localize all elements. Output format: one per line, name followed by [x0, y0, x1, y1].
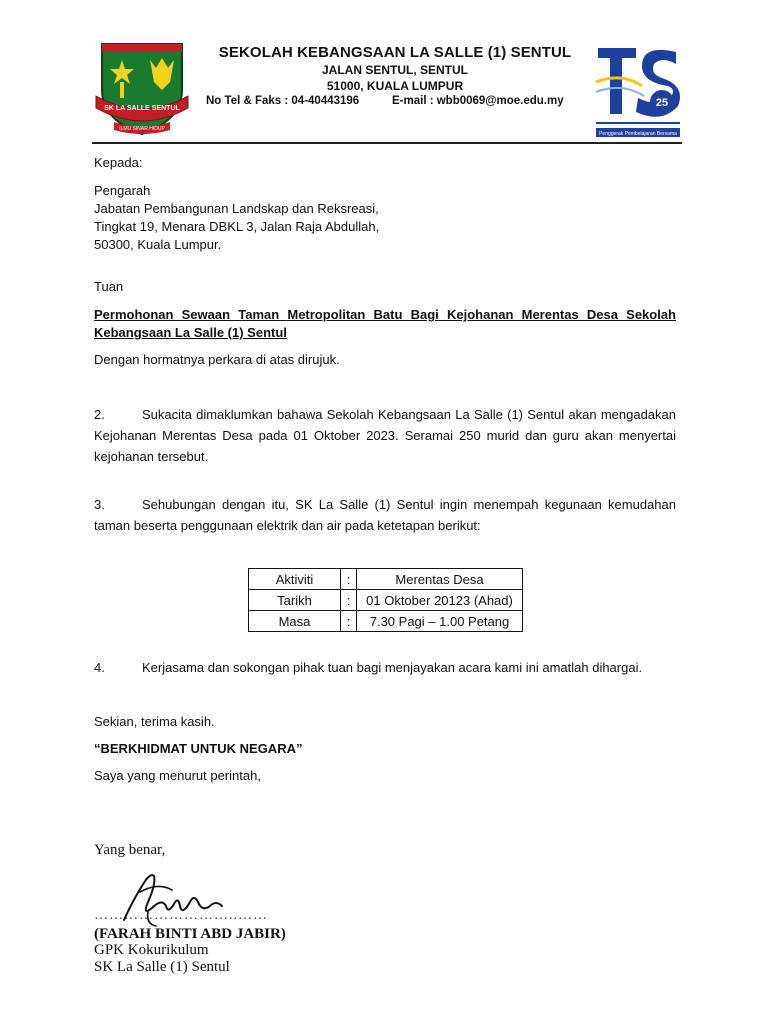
contact-line [206, 95, 606, 107]
closing-thanks: Sekian, terima kasih. [94, 714, 215, 729]
letterhead-divider [92, 142, 682, 144]
recipient-line-1: Pengarah [94, 183, 151, 198]
signer-organization: SK La Salle (1) Sentul [94, 959, 230, 975]
crest-top-text: SK LA SALLE SENTUL [104, 105, 180, 112]
ts-logo-number: 25 [655, 97, 669, 109]
paragraph-3 [94, 494, 676, 536]
signer-name: (FARAH BINTI ABD JABIR) [94, 926, 286, 942]
address-line-2: 51000, KUALA LUMPUR [326, 79, 464, 93]
signature-dotted-line: ………………………..…… [94, 908, 268, 923]
detail-separator: : [341, 569, 357, 590]
to-label: Kepada: [94, 155, 143, 170]
salutation: Tuan [94, 279, 124, 294]
detail-value: Merentas Desa [357, 569, 523, 590]
opening-line: Dengan hormatnya perkara di atas dirujuk. [94, 352, 340, 367]
ts25-logo-icon [592, 42, 684, 140]
address-line-1: JALAN SENTUL, SENTUL [321, 63, 468, 77]
crest-motto: ILMU SINAR HIDUP [119, 126, 165, 132]
letterhead-text [200, 44, 590, 94]
letterhead [92, 38, 682, 146]
ts-logo-caption: Penggerak Pembelajaran Bersama [599, 131, 677, 137]
detail-label: Aktiviti [249, 569, 341, 590]
email: E-mail : wbb0069@moe.edu.my [392, 95, 564, 107]
recipient-line-3: Tingkat 19, Menara DBKL 3, Jalan Raja Abdullah, [94, 219, 380, 234]
phone-fax: No Tel & Faks : 04-40443196 [206, 95, 360, 107]
school-name: SEKOLAH KEBANGSAAN LA SALLE (1) SENTUL [218, 44, 572, 61]
paragraph-number: 3. [94, 497, 105, 512]
recipient-line-2: Jabatan Pembangunan Landskap dan Reksreasi, [94, 201, 379, 216]
closing-motto: “BERKHIDMAT UNTUK NEGARA” [94, 741, 303, 756]
recipient-line-4: 50300, Kuala Lumpur. [94, 237, 222, 252]
detail-separator: : [341, 590, 357, 611]
paragraph-text: Kerjasama dan sokongan pihak tuan bagi menjayakan acara kami ini amatlah dihargai. [142, 660, 643, 675]
detail-label: Masa [249, 611, 341, 632]
detail-value: 01 Oktober 20123 (Ahad) [357, 590, 523, 611]
signer-title: GPK Kokurikulum [94, 942, 209, 958]
paragraph-text: Sukacita dimaklumkan bahawa Sekolah Kebangsaan La Salle (1) Sentul akan mengadakan Kejohanan Merentas Desa pada 01 Oktober 2023. Seramai 250 murid dan guru akan menyertai kejohanan tersebut. [94, 407, 676, 464]
paragraph-4 [94, 657, 676, 678]
paragraph-number: 2. [94, 407, 105, 422]
table-row [249, 590, 523, 611]
detail-label: Tarikh [249, 590, 341, 611]
paragraph-number: 4. [94, 660, 105, 675]
booking-details-table [248, 568, 523, 632]
paragraph-text: Sehubungan dengan itu, SK La Salle (1) Sentul ingin menempah kegunaan kemudahan taman beserta penggunaan elektrik dan air pada ketetapan berikut: [94, 497, 676, 533]
detail-separator: : [341, 611, 357, 632]
paragraph-2 [94, 404, 676, 467]
table-row [249, 569, 523, 590]
table-row [249, 611, 523, 632]
detail-value: 7.30 Pagi – 1.00 Petang [357, 611, 523, 632]
closing-order: Saya yang menurut perintah, [94, 768, 261, 783]
yours-truly: Yang benar, [94, 842, 166, 858]
school-crest-icon [92, 38, 192, 138]
subject-line: Permohonan Sewaan Taman Metropolitan Batu Bagi Kejohanan Merentas Desa Sekolah Kebangsaan La Salle (1) Sentul [94, 307, 676, 340]
